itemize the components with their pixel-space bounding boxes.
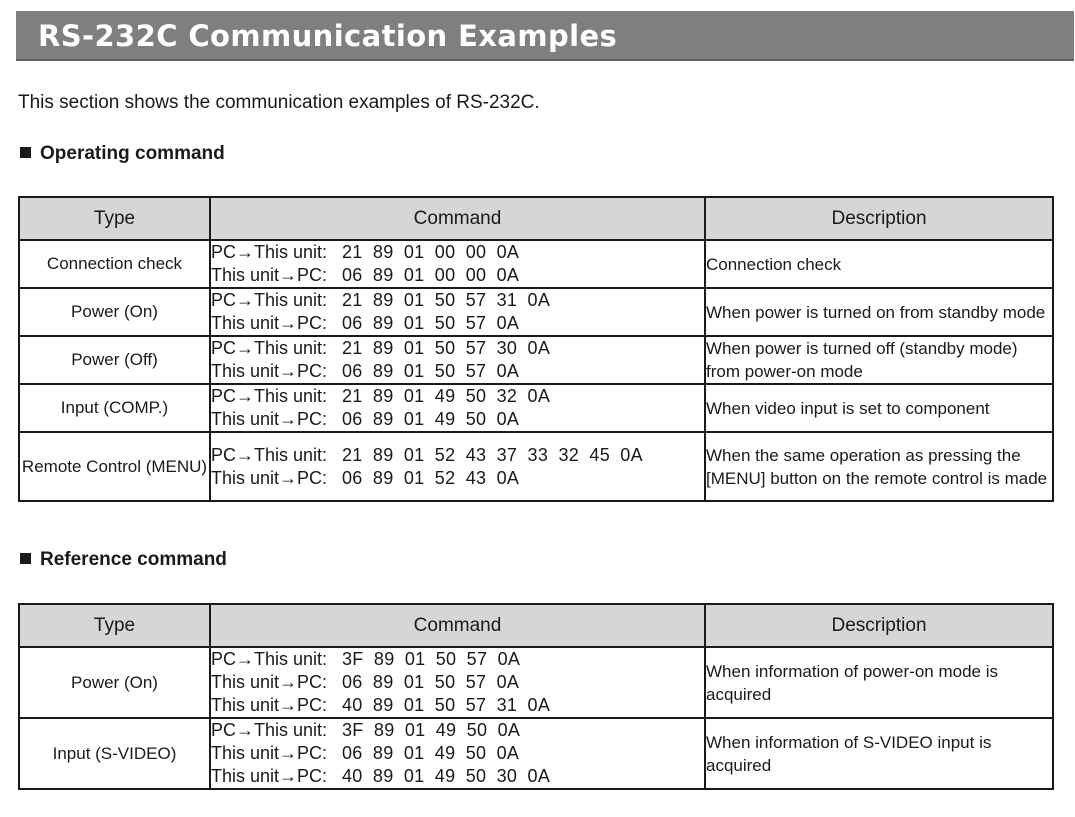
command-bytes: 3F 89 01 49 50 0A bbox=[342, 720, 521, 740]
command-bytes: 21 89 01 50 57 30 0A bbox=[342, 338, 551, 358]
table-row bbox=[19, 432, 1053, 501]
command-cell bbox=[210, 647, 705, 718]
section-heading-label: Operating command bbox=[40, 143, 225, 164]
command-direction: This unit→PC: bbox=[211, 766, 328, 786]
command-bytes: 3F 89 01 50 57 0A bbox=[342, 649, 521, 669]
description-cell: When the same operation as pressing the [MENU] button on the remote control is made bbox=[705, 432, 1053, 501]
table-row bbox=[19, 288, 1053, 336]
command-direction: PC→This unit: bbox=[211, 290, 328, 310]
table-row bbox=[19, 647, 1053, 718]
column-header-description: Description bbox=[705, 197, 1053, 240]
command-cell bbox=[210, 288, 705, 336]
command-bytes: 21 89 01 00 00 0A bbox=[342, 242, 520, 262]
description-cell: Connection check bbox=[705, 240, 1053, 288]
column-header-command: Command bbox=[210, 197, 705, 240]
command-bytes: 06 89 01 50 57 0A bbox=[342, 361, 520, 381]
command-bytes: 06 89 01 52 43 0A bbox=[342, 467, 520, 488]
table-row bbox=[19, 240, 1053, 288]
table-row bbox=[19, 384, 1053, 432]
command-bytes: 21 89 01 50 57 31 0A bbox=[342, 290, 551, 310]
square-bullet-icon bbox=[20, 553, 31, 564]
type-cell: Power (Off) bbox=[19, 336, 210, 384]
intro-text: This section shows the communication examples of RS-232C. bbox=[18, 92, 540, 113]
command-direction: This unit→PC: bbox=[211, 695, 328, 715]
command-line bbox=[211, 719, 704, 742]
command-line bbox=[211, 312, 704, 335]
command-cell bbox=[210, 384, 705, 432]
command-line bbox=[211, 694, 704, 717]
command-cell bbox=[210, 240, 705, 288]
command-line bbox=[211, 742, 704, 765]
command-bytes: 40 89 01 49 50 30 0A bbox=[342, 766, 551, 786]
command-direction: This unit→PC: bbox=[211, 409, 328, 429]
command-line bbox=[211, 337, 704, 360]
square-bullet-icon bbox=[20, 147, 31, 158]
command-bytes: 06 89 01 49 50 0A bbox=[342, 743, 520, 763]
operating-command-table bbox=[18, 196, 1054, 502]
command-line bbox=[211, 765, 704, 788]
command-cell bbox=[210, 718, 705, 789]
command-direction: PC→This unit: bbox=[211, 242, 328, 262]
title-bar bbox=[16, 11, 1074, 61]
description-cell: When video input is set to component bbox=[705, 384, 1053, 432]
type-cell: Remote Control (MENU) bbox=[19, 432, 210, 501]
command-line bbox=[211, 241, 704, 264]
command-cell bbox=[210, 336, 705, 384]
section-heading-operating bbox=[20, 143, 225, 165]
command-line bbox=[211, 408, 704, 431]
command-direction: This unit→PC: bbox=[211, 672, 328, 692]
command-direction: PC→This unit: bbox=[211, 444, 328, 465]
command-direction: This unit→PC: bbox=[211, 467, 328, 488]
command-direction: PC→This unit: bbox=[211, 649, 328, 669]
table-row bbox=[19, 718, 1053, 789]
type-cell: Power (On) bbox=[19, 288, 210, 336]
type-cell: Input (S-VIDEO) bbox=[19, 718, 210, 789]
command-line bbox=[211, 289, 704, 312]
column-header-command: Command bbox=[210, 604, 705, 647]
command-bytes: 40 89 01 50 57 31 0A bbox=[342, 695, 551, 715]
description-cell: When information of S-VIDEO input is acquired bbox=[705, 718, 1053, 789]
command-bytes: 06 89 01 50 57 0A bbox=[342, 313, 520, 333]
reference-command-table bbox=[18, 603, 1054, 790]
type-cell: Connection check bbox=[19, 240, 210, 288]
command-line bbox=[211, 264, 704, 287]
table-row bbox=[19, 336, 1053, 384]
command-direction: PC→This unit: bbox=[211, 338, 328, 358]
command-line bbox=[211, 671, 704, 694]
column-header-description: Description bbox=[705, 604, 1053, 647]
type-cell: Power (On) bbox=[19, 647, 210, 718]
command-line bbox=[211, 648, 704, 671]
table-header-row bbox=[19, 604, 1053, 647]
command-bytes: 06 89 01 00 00 0A bbox=[342, 265, 520, 285]
command-direction: This unit→PC: bbox=[211, 265, 328, 285]
command-direction: PC→This unit: bbox=[211, 720, 328, 740]
command-line bbox=[211, 385, 704, 408]
column-header-type: Type bbox=[19, 197, 210, 240]
page-title: RS-232C Communication Examples bbox=[38, 19, 618, 53]
command-cell bbox=[210, 432, 705, 501]
command-bytes: 06 89 01 49 50 0A bbox=[342, 409, 520, 429]
command-bytes: 21 89 01 49 50 32 0A bbox=[342, 386, 551, 406]
command-line bbox=[211, 467, 704, 490]
command-bytes: 21 89 01 52 43 37 33 32 45 0A bbox=[342, 444, 643, 465]
command-direction: This unit→PC: bbox=[211, 361, 328, 381]
command-line bbox=[211, 360, 704, 383]
command-direction: This unit→PC: bbox=[211, 313, 328, 333]
command-bytes: 06 89 01 50 57 0A bbox=[342, 672, 520, 692]
description-cell: When power is turned on from standby mode bbox=[705, 288, 1053, 336]
command-line bbox=[211, 444, 704, 467]
section-heading-reference bbox=[20, 549, 227, 571]
table-header-row bbox=[19, 197, 1053, 240]
section-heading-label: Reference command bbox=[40, 549, 227, 570]
type-cell: Input (COMP.) bbox=[19, 384, 210, 432]
command-direction: This unit→PC: bbox=[211, 743, 328, 763]
description-cell: When information of power-on mode is acquired bbox=[705, 647, 1053, 718]
command-direction: PC→This unit: bbox=[211, 386, 328, 406]
column-header-type: Type bbox=[19, 604, 210, 647]
description-cell: When power is turned off (standby mode) from power-on mode bbox=[705, 336, 1053, 384]
